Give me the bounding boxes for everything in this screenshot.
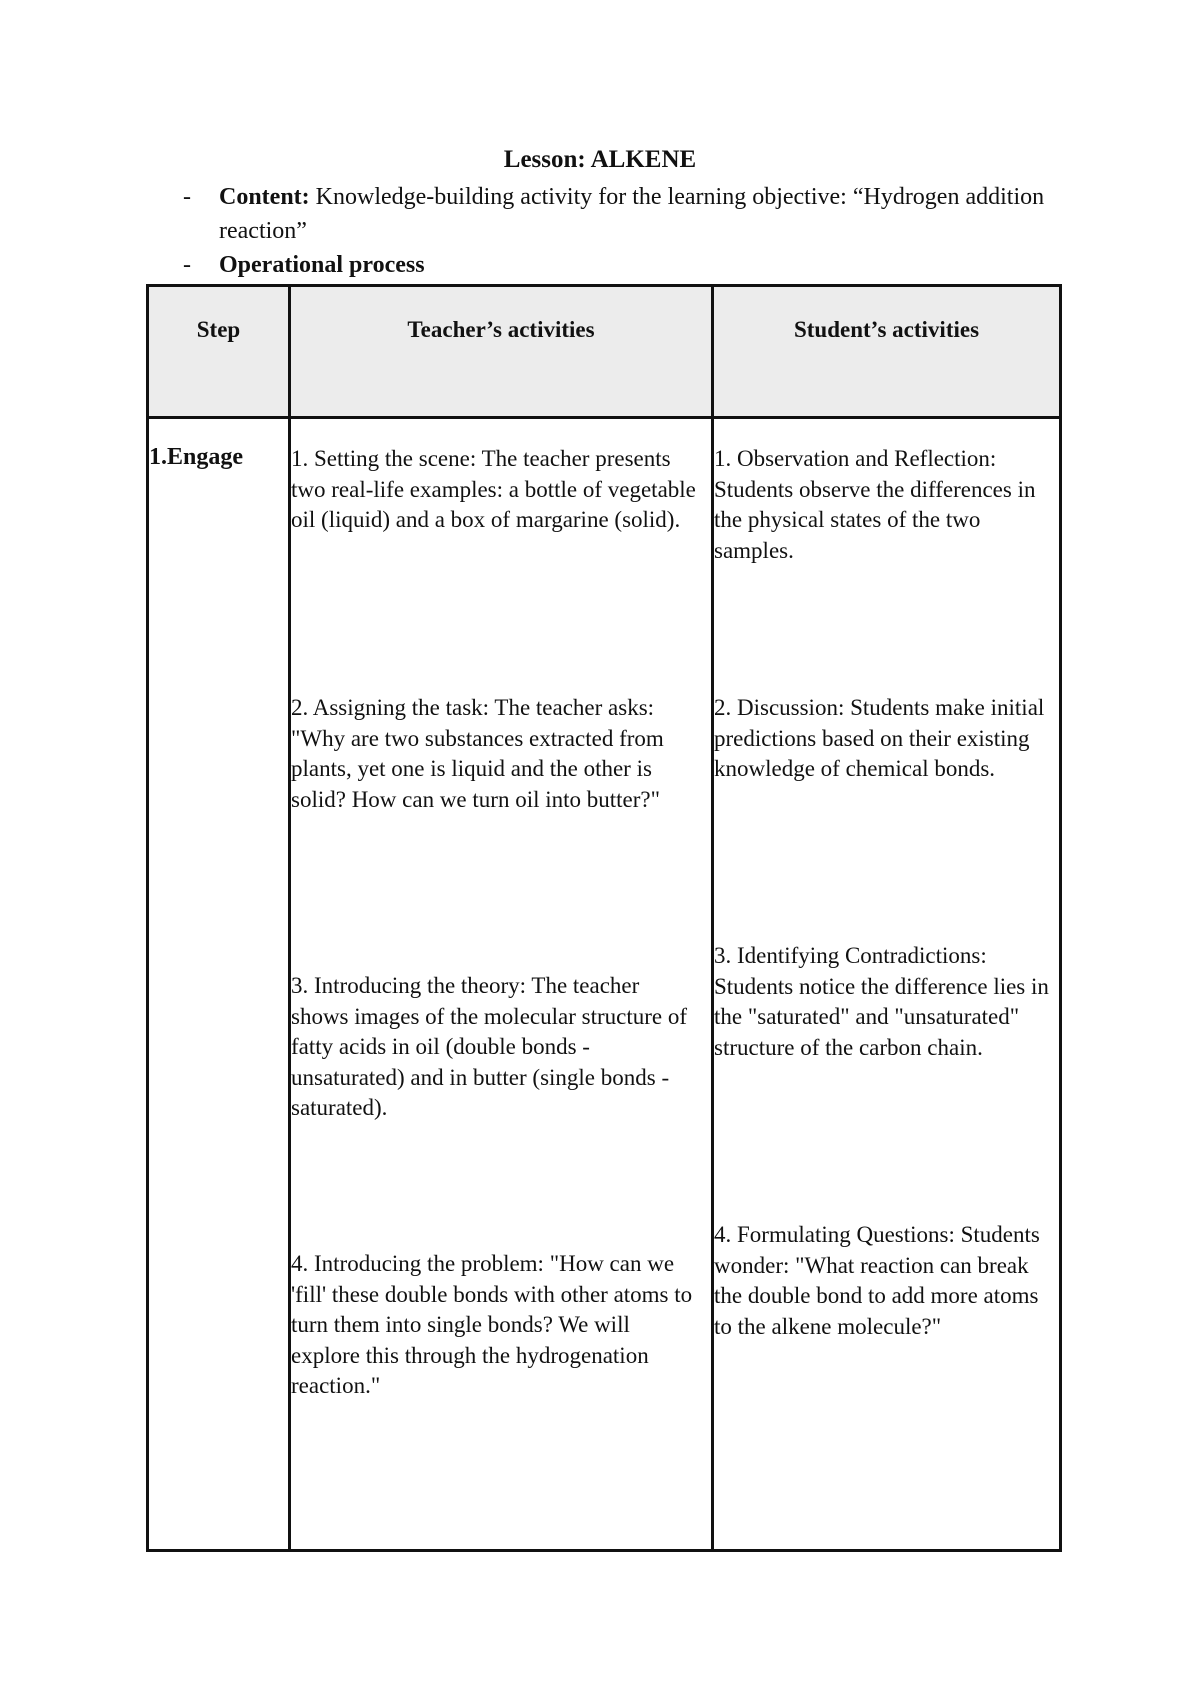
teacher-activity-2: 2. Assigning the task: The teacher asks: "Why are two substances extracted from plants, yet one is liquid and the other is solid? How can we turn oil into butter?": [291, 695, 664, 812]
teacher-activity-3: 3. Introducing the theory: The teacher shows images of the molecular structure of fatty acids in oil (double bonds - unsaturated) and in butter (single bonds - saturated).: [291, 973, 687, 1120]
teacher-activity-4: 4. Introducing the problem: "How can we 'fill' these double bonds with other atoms to turn them into single bonds? We will explore this through the hydrogenation reaction.": [291, 1251, 693, 1398]
bullet-dash: -: [183, 184, 191, 210]
bullet-dash: -: [183, 252, 191, 278]
table-header-row: [149, 287, 1059, 419]
lesson-title: Lesson: ALKENE: [503, 146, 697, 173]
content-label: Content:: [219, 184, 310, 210]
student-activity-4: 4. Formulating Questions: Students wonder: "What reaction can break the double bond to add more atoms to the alkene molecule?": [714, 1222, 1040, 1339]
header-teacher: Teacher’s activities: [407, 317, 595, 342]
student-activity-2: 2. Discussion: Students make initial predictions based on their existing knowledge of chemical bonds.: [714, 695, 1045, 781]
content-text: Knowledge-building activity for the learning objective: “Hydrogen addition reaction”: [219, 184, 1045, 244]
step-engage: 1.Engage: [149, 444, 244, 470]
activity-table: [146, 284, 1062, 1552]
teacher-activity-1: 1. Setting the scene: The teacher presents two real-life examples: a bottle of vegetable oil (liquid) and a box of margarine (solid).: [291, 446, 696, 532]
student-activity-3: 3. Identifying Contradictions: Students notice the difference lies in the "saturated" and "unsaturated" structure of the carbon chain.: [714, 943, 1049, 1060]
header-student: Student’s activities: [793, 317, 980, 342]
student-activity-1: 1. Observation and Reflection: Students observe the differences in the physical states of the two samples.: [714, 446, 1036, 563]
header-step: Step: [196, 317, 241, 342]
process-label: Operational process: [219, 252, 425, 278]
